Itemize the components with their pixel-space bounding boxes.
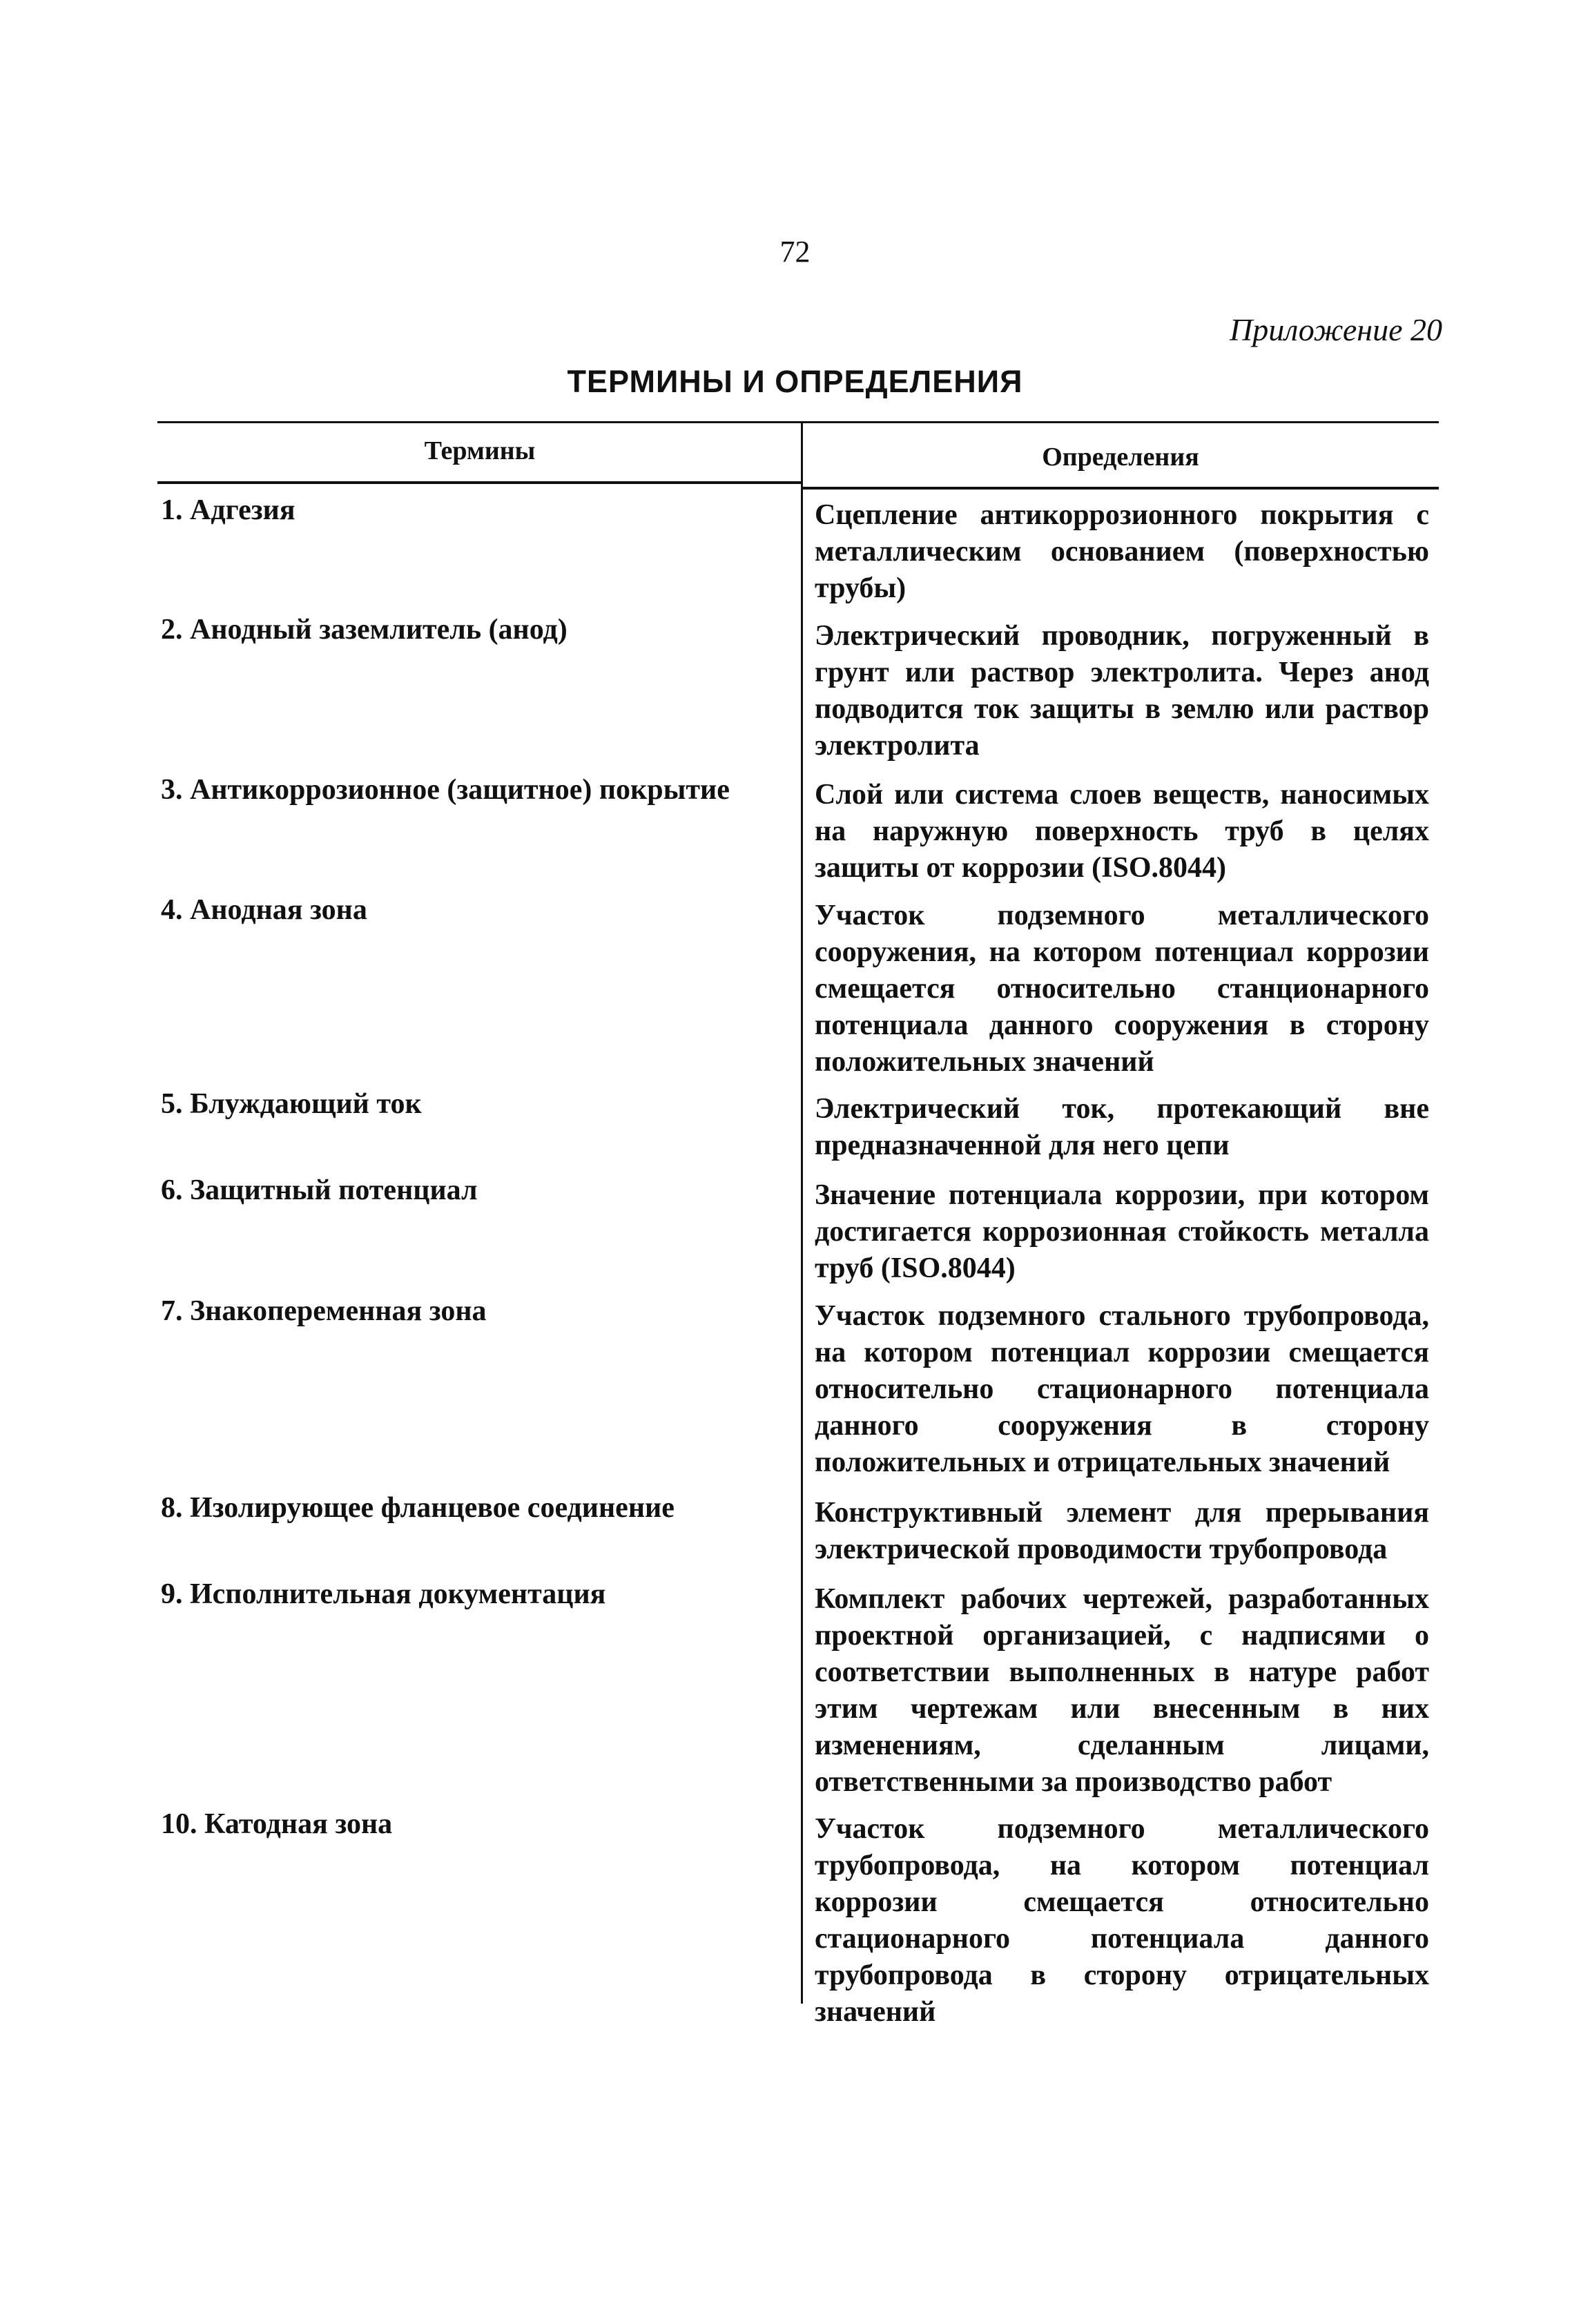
term-cell: 1. Адгезия: [161, 494, 295, 526]
definition-cell: Участок подземного металлического трубопровода, на котором потенциал коррозии смещается относительно стационарного потенциала данного трубопровода в сторону отрицательных значений: [815, 1813, 1429, 2028]
definition-cell: Конструктивный элемент для прерывания электрической проводимости трубопровода: [815, 1497, 1429, 1565]
header-definitions: Определения: [1042, 443, 1199, 472]
definition-cell: Электрический ток, протекающий вне предназначенной для него цепи: [815, 1093, 1429, 1161]
term-cell: 6. Защитный потенциал: [161, 1174, 478, 1206]
term-cell: 8. Изолирующее фланцевое соединение: [161, 1492, 675, 1524]
term-cell: 3. Антикоррозионное (защитное) покрытие: [161, 774, 730, 806]
appendix-label: Приложение 20: [1229, 312, 1442, 347]
term-cell: 2. Анодный заземлитель (анод): [161, 614, 568, 646]
definition-cell: Комплект рабочих чертежей, разработанных проектной организацией, с надписями о соответствии выполненных в натуре работ этим чертежам или внесенным в них изменениям, сделанным лицами, ответственными за производство работ: [815, 1583, 1429, 1798]
definition-cell: Участок подземного стального трубопровода, на котором потенциал коррозии смещается относительно стационарного потенциала данного сооружения в сторону положительных и отрицательных значений: [815, 1300, 1429, 1478]
header-bottom-rule-right: [802, 487, 1439, 490]
term-cell: 4. Анодная зона: [161, 894, 367, 926]
term-cell: 9. Исполнительная документация: [161, 1578, 606, 1610]
term-cell: 7. Знакопеременная зона: [161, 1295, 487, 1327]
definition-cell: Электрический проводник, погруженный в грунт или раствор электролита. Через анод подводится ток защиты в землю или раствор электролита: [815, 620, 1429, 762]
header-bottom-rule-left: [157, 481, 802, 484]
definition-cell: Слой или система слоев веществ, наносимых на наружную поверхность труб в целях защиты от коррозии (ISO.8044): [815, 779, 1429, 884]
column-divider: [801, 423, 803, 2004]
term-cell: 5. Блуждающий ток: [161, 1088, 422, 1120]
page-number: 72: [779, 235, 811, 269]
page-title: ТЕРМИНЫ И ОПРЕДЕЛЕНИЯ: [567, 364, 1023, 399]
table-top-rule: [157, 421, 1439, 423]
definition-cell: Сцепление антикоррозионного покрытия с металлическим основанием (поверхностью трубы): [815, 499, 1429, 604]
definition-cell: Значение потенциала коррозии, при котором достигается коррозионная стойкость металла труб (ISO.8044): [815, 1179, 1429, 1284]
term-cell: 10. Катодная зона: [161, 1808, 393, 1840]
definition-cell: Участок подземного металлического сооружения, на котором потенциал коррозии смещается относительно станционарного потенциала данного сооружения в сторону положительных значений: [815, 900, 1429, 1078]
header-terms: Термины: [424, 436, 536, 465]
